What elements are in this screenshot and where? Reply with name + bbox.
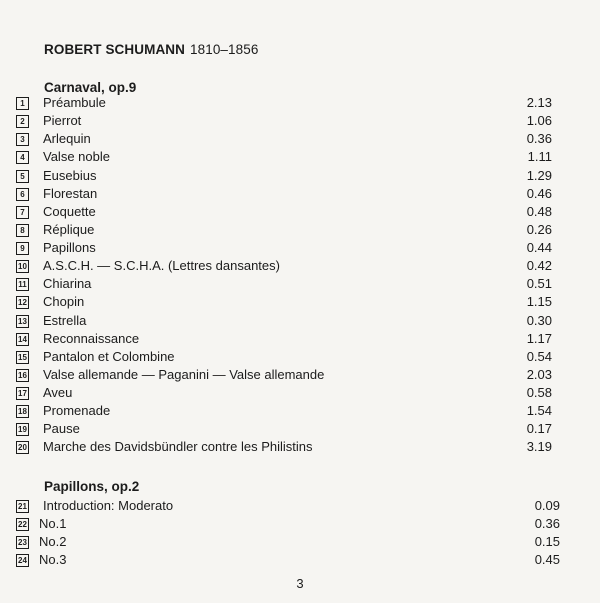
track-number-box: 9 <box>16 242 29 255</box>
track-title: A.S.C.H. — S.C.H.A. (Lettres dansantes) <box>43 258 280 274</box>
track-number-box: 13 <box>16 315 29 328</box>
track-row <box>16 402 552 420</box>
track-duration: 1.15 <box>526 294 552 310</box>
track-row <box>16 185 552 203</box>
track-number-box: 18 <box>16 405 29 418</box>
track-number-box: 20 <box>16 441 29 454</box>
track-row <box>16 130 552 148</box>
track-row <box>16 497 560 515</box>
track-duration: 0.54 <box>526 348 552 364</box>
track-duration: 0.42 <box>526 258 552 274</box>
track-title: Eusebius <box>43 167 97 183</box>
track-title: Arlequin <box>43 131 91 147</box>
track-title: Préambule <box>43 95 106 110</box>
track-title: Coquette <box>43 203 96 219</box>
track-row <box>16 239 552 257</box>
track-title: Papillons <box>43 240 96 256</box>
track-title: Reconnaissance <box>43 330 140 346</box>
track-number-box: 15 <box>16 351 29 364</box>
track-number-box: 3 <box>16 133 29 146</box>
track-title: Florestan <box>43 185 98 201</box>
composer-dates: 1810–1856 <box>190 42 259 57</box>
track-number-box: 11 <box>16 278 29 291</box>
section-title-papillons: Papillons, op.2 <box>44 479 140 494</box>
track-duration: 0.26 <box>526 221 552 237</box>
track-number-box: 16 <box>16 369 29 382</box>
composer-heading <box>44 42 258 57</box>
track-duration: 0.09 <box>534 498 560 513</box>
track-duration: 0.36 <box>534 516 560 531</box>
track-duration: 1.54 <box>526 403 552 419</box>
track-number-box: 17 <box>16 387 29 400</box>
track-duration: 1.11 <box>527 149 552 165</box>
track-duration: 0.17 <box>526 421 552 437</box>
track-duration: 0.51 <box>526 276 552 292</box>
track-duration: 2.13 <box>526 95 552 110</box>
track-row <box>16 112 552 130</box>
track-number-box: 22 <box>16 518 29 531</box>
track-number-box: 6 <box>16 188 29 201</box>
track-row <box>16 438 552 456</box>
track-duration: 0.58 <box>526 385 552 401</box>
track-row <box>16 221 552 239</box>
track-number-box: 4 <box>16 151 29 164</box>
track-row <box>16 257 552 275</box>
track-row <box>16 515 560 533</box>
track-row <box>16 366 552 384</box>
track-number-box: 12 <box>16 296 29 309</box>
track-row <box>16 293 552 311</box>
track-title: Pantalon et Colombine <box>43 348 175 364</box>
track-title: Aveu <box>43 385 73 401</box>
track-duration: 0.36 <box>526 131 552 147</box>
track-number-box: 7 <box>16 206 29 219</box>
composer-name: ROBERT SCHUMANN <box>44 42 185 57</box>
track-duration: 2.03 <box>526 366 552 382</box>
track-title: Chiarina <box>43 276 92 292</box>
track-title: Estrella <box>43 312 87 328</box>
track-row <box>16 312 552 330</box>
track-row <box>16 533 560 551</box>
track-row <box>16 384 552 402</box>
track-number-box: 10 <box>16 260 29 273</box>
track-duration: 0.46 <box>526 185 552 201</box>
track-duration: 1.17 <box>526 330 552 346</box>
track-title: Réplique <box>43 221 95 237</box>
track-row <box>16 330 552 348</box>
track-duration: 0.30 <box>526 312 552 328</box>
track-row <box>16 551 560 569</box>
track-duration: 0.45 <box>534 552 560 567</box>
track-row <box>16 348 552 366</box>
section-title-carnaval: Carnaval, op.9 <box>44 80 137 95</box>
track-row <box>16 148 552 166</box>
track-duration: 3.19 <box>526 439 552 455</box>
track-title: No.1 <box>39 516 67 531</box>
track-row <box>16 420 552 438</box>
track-number-box: 19 <box>16 423 29 436</box>
track-title: Valse noble <box>43 149 110 165</box>
track-title: Introduction: Moderato <box>43 498 174 513</box>
track-row <box>16 275 552 293</box>
track-title: Pierrot <box>43 113 82 129</box>
track-number-box: 2 <box>16 115 29 128</box>
track-row <box>16 167 552 185</box>
track-number-box: 5 <box>16 170 29 183</box>
track-row <box>16 94 552 112</box>
track-number-box: 24 <box>16 554 29 567</box>
page-number: 3 <box>296 576 304 591</box>
track-number-box: 14 <box>16 333 29 346</box>
track-title: Chopin <box>43 294 85 310</box>
track-duration: 1.29 <box>526 167 552 183</box>
track-duration: 0.44 <box>526 240 552 256</box>
track-duration: 0.48 <box>526 203 552 219</box>
track-duration: 0.15 <box>534 534 560 549</box>
track-title: Promenade <box>43 403 111 419</box>
track-number-box: 8 <box>16 224 29 237</box>
track-number-box: 23 <box>16 536 29 549</box>
track-number-box: 1 <box>16 97 29 110</box>
track-title: No.3 <box>39 552 67 567</box>
track-number-box: 21 <box>16 500 29 513</box>
track-duration: 1.06 <box>526 113 552 129</box>
track-title: Pause <box>43 421 80 437</box>
track-title: Marche des Davidsbündler contre les Philistins <box>43 439 313 455</box>
track-title: No.2 <box>39 534 67 549</box>
track-row <box>16 203 552 221</box>
track-title: Valse allemande — Paganini — Valse allemande <box>43 366 325 382</box>
